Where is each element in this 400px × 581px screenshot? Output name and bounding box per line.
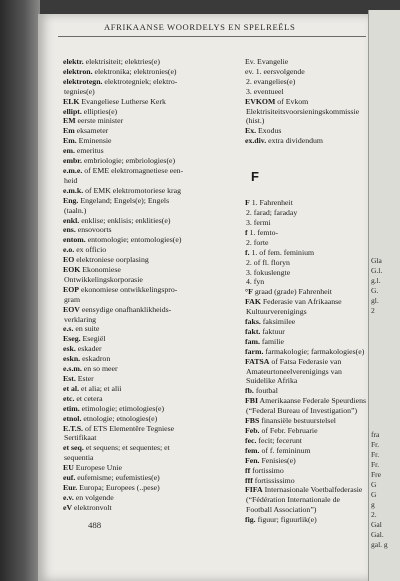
dictionary-entry	[245, 277, 367, 287]
left-column	[63, 57, 241, 513]
entry-definition: foutbal	[253, 386, 278, 396]
entry-definition: elektronika; elektronies(e)	[92, 66, 177, 76]
entry-headword: e.m.e.	[63, 165, 83, 175]
dictionary-entry	[63, 493, 241, 503]
edge-fragment: g.l.	[371, 276, 381, 285]
entry-definition: Ontwikkelingskorporasie	[64, 274, 143, 284]
entry-headword: e.m.k.	[63, 185, 84, 195]
entry-definition: enklise; enklisis; enklities(e)	[79, 215, 171, 225]
running-header: AFRIKAANSE WOORDELYS EN SPELREËLS	[104, 22, 296, 32]
edge-fragment: gl.	[371, 296, 379, 305]
entry-headword: fam.	[245, 336, 260, 346]
entry-definition: fortissimo	[250, 465, 284, 475]
entry-headword: etim.	[63, 403, 80, 413]
entry-definition: of ETS Elementêre Tegniese	[83, 423, 175, 433]
entry-headword: Fen.	[245, 455, 260, 465]
entry-definition: fortississimo	[252, 475, 295, 485]
next-page-top-fragments	[371, 256, 382, 316]
dictionary-entry	[63, 87, 241, 97]
entry-headword: fakt.	[245, 326, 261, 336]
entry-definition: Ester	[75, 374, 94, 383]
edge-fragment: Fre	[371, 470, 381, 479]
dictionary-entry	[245, 97, 367, 107]
dictionary-entry	[63, 344, 241, 354]
entry-definition: Esegiël	[80, 334, 106, 344]
entry-definition: ellipties(e)	[81, 106, 118, 116]
entry-definition: extra dividendum	[266, 136, 323, 146]
dictionary-entry	[245, 357, 367, 367]
dictionary-entry	[63, 463, 241, 473]
edge-fragment: Gal	[371, 520, 382, 529]
entry-definition: 3. fokuslengte	[246, 267, 291, 277]
entry-definition: Suidelike Afrika	[246, 376, 298, 386]
entry-headword: faks.	[245, 317, 261, 327]
entry-definition: etimologie; etimologies(e)	[79, 403, 165, 413]
dictionary-entry	[63, 305, 241, 315]
entry-headword: EOP	[63, 284, 80, 294]
dictionary-entry	[63, 216, 241, 226]
dictionary-entry	[63, 285, 241, 295]
dictionary-entry	[245, 238, 367, 248]
dictionary-entry	[245, 476, 367, 486]
entry-headword: embr.	[63, 156, 82, 166]
entry-definition: eskader	[75, 344, 102, 354]
entry-definition: ensovoorts	[75, 225, 112, 235]
entry-headword: EVKOM	[245, 96, 276, 106]
dictionary-entry	[63, 473, 241, 483]
entry-headword: fb.	[245, 386, 254, 396]
entry-definition: Europa; Europees (..pese)	[77, 482, 160, 492]
right-column-f-entries	[245, 198, 367, 525]
entry-headword: FBS	[245, 416, 260, 426]
entry-definition: of EME elektromagnetiese een-	[82, 165, 184, 175]
dictionary-entry	[63, 136, 241, 146]
dictionary-entry	[245, 87, 367, 97]
entry-headword: e.s.m.	[63, 364, 82, 374]
entry-definition: Amerikaanse Federale Speurdiens	[258, 396, 367, 406]
edge-fragment: G.l.	[371, 266, 383, 275]
dictionary-entry	[63, 404, 241, 414]
entry-headword: e.o.	[63, 245, 75, 255]
entry-definition: Eminensie	[76, 136, 112, 146]
entry-definition: Elektrisiteitsvoorsieningskommissie	[246, 106, 360, 116]
dictionary-entry	[63, 394, 241, 404]
entry-headword: e.s.	[63, 324, 74, 334]
edge-fragment: Gla	[371, 256, 382, 265]
entry-definition: (“Federal Bureau of Investigation”)	[246, 406, 358, 416]
dictionary-entry	[245, 466, 367, 476]
entry-headword: elektrotegn.	[63, 76, 103, 86]
entry-definition: et alia; et alii	[79, 383, 122, 393]
dictionary-entry	[63, 166, 241, 176]
entry-headword: etc.	[63, 393, 75, 403]
entry-headword: Em.	[63, 136, 77, 146]
edge-fragment: 2	[371, 306, 375, 315]
dictionary-entry	[245, 136, 367, 146]
entry-definition: sequentia	[64, 453, 94, 463]
dictionary-entry	[63, 186, 241, 196]
dictionary-entry	[245, 218, 367, 228]
entry-headword: F	[245, 198, 250, 208]
entry-definition: 2. farad; faraday	[246, 208, 298, 218]
dictionary-entry	[63, 324, 241, 334]
entry-headword: EM	[63, 116, 76, 126]
edge-fragment: Gal.	[371, 530, 384, 539]
entry-headword: elektron.	[63, 66, 93, 76]
dictionary-entry	[63, 334, 241, 344]
entry-definition: et sequens; et sequentes; et	[83, 443, 170, 453]
entry-headword: entom.	[63, 235, 86, 245]
edge-fragment: G	[371, 480, 377, 489]
dictionary-entry	[63, 77, 241, 87]
entry-definition: Sertifikaat	[64, 433, 97, 443]
entry-definition: 3. eventueel	[246, 86, 284, 96]
entry-headword: Eng.	[63, 195, 79, 205]
entry-headword: eV	[63, 502, 73, 512]
entry-definition: 2. of fl. floryn	[246, 257, 290, 267]
entry-definition: elektroniese oorplasing	[74, 255, 149, 265]
entry-definition: 2. evangelies(e)	[246, 76, 296, 86]
entry-definition: heid	[64, 175, 78, 185]
dictionary-entry	[245, 116, 367, 126]
edge-fragment: g	[371, 500, 375, 509]
dictionary-entry	[63, 206, 241, 216]
dictionary-entry	[245, 426, 367, 436]
entry-headword: EOV	[63, 304, 80, 314]
dictionary-entry	[245, 367, 367, 377]
entry-definition: emeritus	[74, 146, 104, 156]
entry-headword: Est.	[63, 374, 76, 383]
entry-definition: figuur; figuurlik(e)	[255, 515, 317, 525]
dictionary-entry	[63, 126, 241, 136]
entry-definition: (“Fédération Internationale de	[246, 495, 340, 505]
dictionary-entry	[63, 265, 241, 275]
dictionary-entry	[245, 208, 367, 218]
edge-fragment: Fr.	[371, 450, 380, 459]
entry-headword: ff	[245, 465, 251, 475]
dictionary-entry	[63, 225, 241, 235]
entry-headword: fff	[245, 475, 253, 485]
entry-definition: (hist.)	[246, 116, 265, 126]
entry-definition: of Fatsa Federasie van	[269, 356, 342, 366]
dictionary-entry	[63, 443, 241, 453]
dictionary-entry	[245, 327, 367, 337]
entry-definition: en volgende	[73, 492, 114, 502]
next-page-bottom-fragments	[371, 430, 388, 550]
dictionary-entry	[245, 307, 367, 317]
dictionary-entry	[245, 268, 367, 278]
edge-fragment: fra	[371, 430, 380, 439]
entry-definition: fecit; fecerunt	[256, 435, 302, 445]
entry-headword: Eur.	[63, 482, 78, 492]
entry-headword: FAK	[245, 297, 261, 307]
entry-definition: Europese Unie	[73, 463, 122, 473]
entry-definition: en suite	[73, 324, 100, 334]
dictionary-entry	[245, 317, 367, 327]
entry-definition: graad (grade) Fahrenheit	[252, 287, 332, 297]
entry-definition: Ekonomiese	[80, 265, 121, 275]
entry-headword: et seq.	[63, 443, 84, 453]
section-letter: F	[251, 169, 259, 185]
dictionary-entry	[63, 433, 241, 443]
dictionary-entry	[245, 297, 367, 307]
entry-headword: enkl.	[63, 215, 80, 225]
entry-definition: gram	[64, 294, 81, 304]
entry-definition: Amateurtoneelverenigings van	[246, 366, 342, 376]
entry-definition: of Febr. Februarie	[259, 426, 318, 435]
dictionary-entry	[63, 245, 241, 255]
edge-fragment: gal. g	[371, 540, 388, 549]
entry-headword: e.v.	[63, 492, 74, 502]
entry-definition: eufemisme; eufemisties(e)	[75, 473, 160, 483]
entry-headword: fig.	[245, 515, 256, 525]
entry-definition: Kultuurverenigings	[246, 307, 307, 317]
entry-definition: Internasionale Voetbalfederasie	[262, 485, 363, 495]
entry-definition: ev. 1. eersvolgende	[245, 66, 305, 76]
dictionary-entry	[63, 67, 241, 77]
dictionary-entry	[63, 315, 241, 325]
entry-headword: FATSA	[245, 356, 270, 366]
dictionary-entry	[63, 414, 241, 424]
entry-headword: ens.	[63, 225, 76, 235]
dictionary-entry	[245, 386, 367, 396]
right-column	[245, 57, 367, 525]
entry-definition: familie	[259, 336, 284, 346]
dictionary-entry	[63, 156, 241, 166]
entry-definition: tegnies(e)	[64, 86, 95, 96]
entry-headword: Feb.	[245, 426, 260, 435]
dictionary-entry	[63, 354, 241, 364]
entry-definition: Engeland; Engels(e); Engels	[78, 195, 170, 205]
dictionary-entry	[245, 57, 367, 67]
dictionary-entry	[63, 295, 241, 305]
dictionary-entry	[245, 248, 367, 258]
entry-definition: 3. fermi	[246, 217, 271, 227]
entry-definition: embriologie; embriologies(e)	[82, 156, 176, 166]
dictionary-entry	[63, 255, 241, 265]
dictionary-entry	[63, 97, 241, 107]
header-rule	[58, 36, 366, 37]
entry-headword: Ex.	[245, 126, 257, 136]
entry-definition: ekonomiese ontwikkelingsprо-	[79, 284, 178, 294]
dictionary-entry	[245, 287, 367, 297]
entry-definition: 1. of fem. feminium	[249, 247, 315, 257]
dictionary-entry	[63, 176, 241, 186]
dictionary-entry	[245, 107, 367, 117]
dictionary-entry	[245, 485, 367, 495]
dictionary-entry	[245, 337, 367, 347]
entry-headword: FIFA	[245, 485, 263, 495]
dictionary-entry	[245, 515, 367, 525]
entry-headword: etnol.	[63, 413, 82, 423]
right-column-e-entries	[245, 57, 367, 146]
entry-definition: eskadron	[80, 354, 111, 364]
dictionary-entry	[63, 424, 241, 434]
entry-definition: 1. Fahrenheit	[249, 198, 293, 208]
dictionary-entry	[245, 406, 367, 416]
dictionary-entry	[245, 436, 367, 446]
entry-definition: faktuur	[260, 326, 285, 336]
dictionary-entry	[245, 258, 367, 268]
entry-headword: ex.div.	[245, 136, 267, 146]
dictionary-entry	[63, 116, 241, 126]
dictionary-entry	[63, 275, 241, 285]
dictionary-entry	[63, 107, 241, 117]
dictionary-entry	[245, 456, 367, 466]
entry-headword: euf.	[63, 473, 76, 483]
entry-definition: Ev. Evangelie	[245, 57, 289, 66]
entry-definition: Exodus	[256, 126, 282, 136]
entry-headword: farm.	[245, 346, 264, 356]
entry-definition: (taaln.)	[64, 205, 87, 215]
edge-fragment: Fr.	[371, 460, 380, 469]
entry-definition: et cetera	[74, 393, 103, 403]
entry-definition: 2. forte	[246, 237, 269, 247]
entry-headword: Em	[63, 126, 75, 136]
dictionary-entry	[245, 376, 367, 386]
dictionary-entry	[63, 196, 241, 206]
edge-fragment: Fr.	[371, 440, 380, 449]
entry-headword: em.	[63, 146, 75, 156]
dictionary-entry	[63, 374, 241, 384]
entry-definition: en so meer	[81, 364, 118, 374]
entry-definition: finansiële bestuurstelsel	[259, 416, 336, 426]
entry-definition: of f. femininum	[259, 445, 311, 455]
entry-headword: FBI	[245, 396, 258, 406]
entry-definition: farmakologie; farmakologies(e)	[263, 346, 365, 356]
dictionary-entry	[245, 446, 367, 456]
entry-headword: EU	[63, 463, 74, 473]
dictionary-entry	[245, 67, 367, 77]
dictionary-entry	[245, 495, 367, 505]
next-page-edge	[368, 10, 400, 581]
entry-definition: elektrotegniek; elektro-	[102, 76, 178, 86]
entry-definition: entomologie; entomologies(e)	[85, 235, 182, 245]
entry-headword: ellipt.	[63, 106, 82, 116]
entry-headword: f	[245, 227, 248, 237]
entry-definition: elektrisiteit; elektries(e)	[83, 57, 160, 66]
entry-definition: Football Association”)	[246, 505, 317, 515]
dictionary-entry	[245, 396, 367, 406]
entry-headword: elektr.	[63, 57, 84, 66]
entry-definition: of EMK elektromotoriese krag	[83, 185, 182, 195]
entry-definition: eksameter	[74, 126, 109, 136]
entry-definition: ex officio	[74, 245, 107, 255]
dictionary-entry	[63, 503, 241, 513]
entry-definition: faksimilee	[260, 317, 296, 327]
entry-headword: ELK	[63, 96, 80, 106]
dictionary-entry	[245, 126, 367, 136]
entry-headword: E.T.S.	[63, 423, 84, 433]
entry-headword: eskn.	[63, 354, 81, 364]
entry-definition: 1. femto-	[247, 227, 279, 237]
dictionary-entry	[63, 235, 241, 245]
dictionary-entry	[63, 57, 241, 67]
dictionary-entry	[245, 347, 367, 357]
entry-definition: elektronvolt	[72, 502, 112, 512]
entry-headword: °F	[245, 287, 253, 297]
entry-definition: eerste minister	[75, 116, 124, 126]
dictionary-entry	[63, 364, 241, 374]
dictionary-entry	[63, 453, 241, 463]
entry-headword: fec.	[245, 435, 257, 445]
dictionary-entry	[245, 505, 367, 515]
entry-headword: f.	[245, 247, 250, 257]
edge-fragment: G.	[371, 286, 379, 295]
entry-definition: etnologie; etnologies(e)	[81, 413, 158, 423]
dictionary-entry	[245, 198, 367, 208]
entry-definition: Federasie van Afrikaanse	[260, 297, 342, 307]
entry-definition: verklaring	[64, 314, 97, 324]
entry-definition: of Evkom	[275, 96, 309, 106]
entry-headword: fem.	[245, 445, 260, 455]
entry-headword: EOK	[63, 265, 81, 275]
entry-headword: esk.	[63, 344, 76, 354]
entry-definition: 4. fyn	[246, 277, 265, 287]
dictionary-entry	[245, 228, 367, 238]
edge-fragment: 2.	[371, 510, 377, 519]
entry-definition: eensydige onafhanklikheids-	[79, 304, 172, 314]
dictionary-entry	[63, 384, 241, 394]
page-number: 488	[88, 520, 102, 530]
dictionary-entry	[63, 483, 241, 493]
dictionary-entry	[245, 77, 367, 87]
entry-headword: et al.	[63, 383, 80, 393]
dictionary-entry	[245, 416, 367, 426]
book-binding-shadow	[0, 0, 40, 581]
entry-definition: Evangeliese Lutherse Kerk	[79, 96, 166, 106]
entry-headword: Eseg.	[63, 334, 81, 344]
entry-definition: Fenisies(e)	[259, 455, 296, 465]
edge-fragment: G	[371, 490, 377, 499]
dictionary-entry	[63, 146, 241, 156]
entry-headword: EO	[63, 255, 75, 265]
